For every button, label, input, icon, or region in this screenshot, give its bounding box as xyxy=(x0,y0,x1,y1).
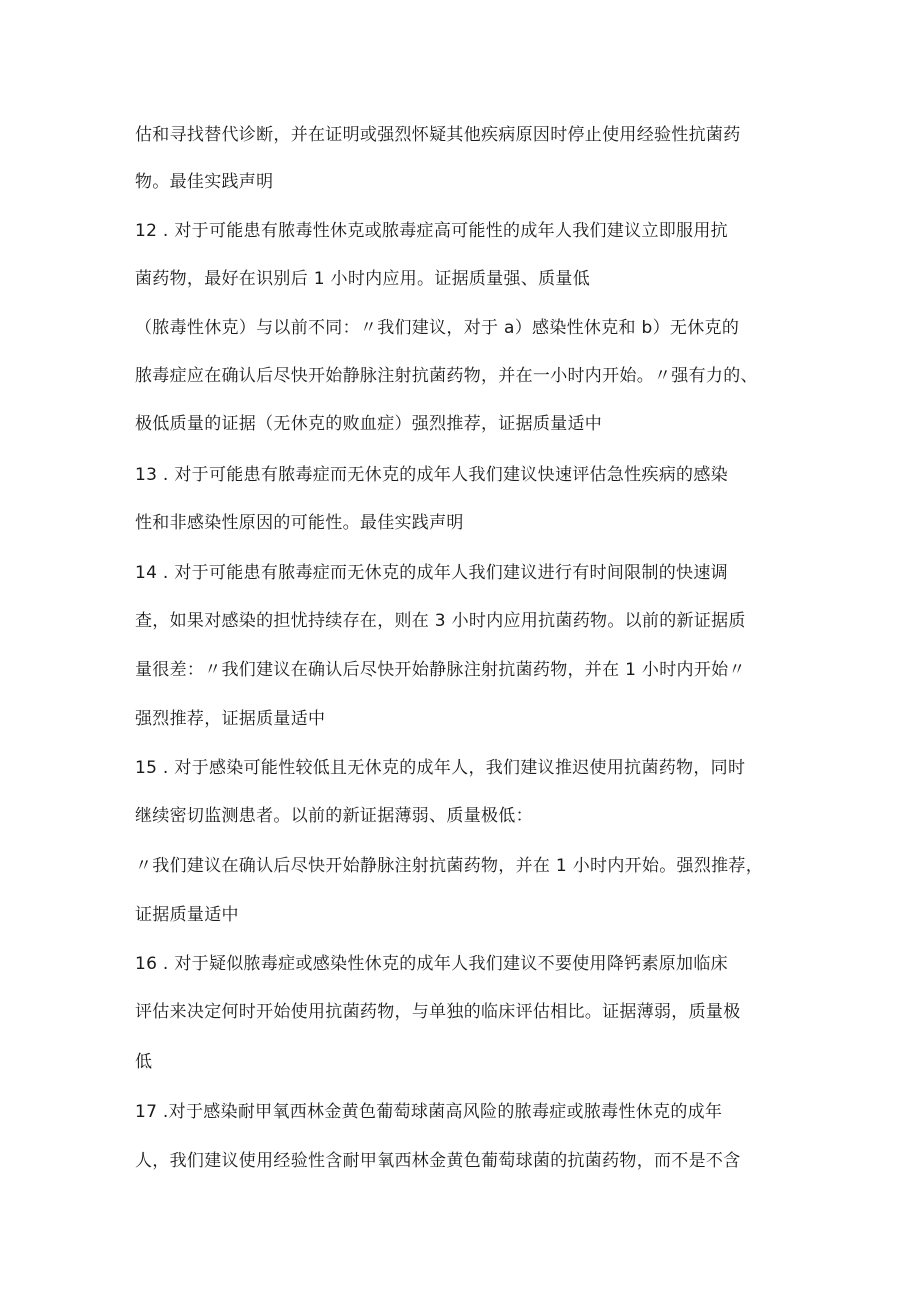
text-line: 12 . 对于可能患有脓毒性休克或脓毒症高可能性的成年人我们建议立即服用抗 xyxy=(135,221,728,241)
text-line: 15 . 对于感染可能性较低且无休克的成年人，我们建议推迟使用抗菌药物，同时 xyxy=(135,758,746,778)
text-line: （脓毒性休克）与以前不同：〃我们建议，对于 a）感染性休克和 b）无休克的 xyxy=(135,318,740,338)
text-line: 量很差：〃我们建议在确认后尽快开始静脉注射抗菌药物，并在 1 小时内开始〃 xyxy=(135,660,746,680)
text-line: 查，如果对感染的担忧持续存在，则在 3 小时内应用抗菌药物。以前的新证据质 xyxy=(135,611,746,631)
text-line: 脓毒症应在确认后尽快开始静脉注射抗菌药物，并在一小时内开始。〃强有力的、 xyxy=(135,366,758,386)
text-line: 估和寻找替代诊断，并在证明或强烈怀疑其他疾病原因时停止使用经验性抗菌药 xyxy=(135,125,741,145)
text-line: 物。最佳实践声明 xyxy=(135,172,274,192)
text-line: 强烈推荐，证据质量适中 xyxy=(135,709,326,729)
text-line: 人，我们建议使用经验性含耐甲氧西林金黄色葡萄球菌的抗菌药物，而不是不含 xyxy=(135,1151,741,1171)
text-line: 17 .对于感染耐甲氧西林金黄色葡萄球菌高风险的脓毒症或脓毒性休克的成年 xyxy=(135,1102,723,1122)
text-line: 性和非感染性原因的可能性。最佳实践声明 xyxy=(135,513,464,533)
text-line: 〃我们建议在确认后尽快开始静脉注射抗菌药物，并在 1 小时内开始。强烈推荐， xyxy=(135,856,764,876)
text-line: 评估来决定何时开始使用抗菌药物，与单独的临床评估相比。证据薄弱，质量极 xyxy=(135,1002,741,1022)
text-line: 14 . 对于可能患有脓毒症而无休克的成年人我们建议进行有时间限制的快速调 xyxy=(135,563,728,583)
text-line: 13 . 对于可能患有脓毒症而无休克的成年人我们建议快速评估急性疾病的感染 xyxy=(135,465,728,485)
text-line: 低 xyxy=(135,1052,153,1072)
text-line: 证据质量适中 xyxy=(135,905,239,925)
text-line: 16 . 对于疑似脓毒症或感染性休克的成年人我们建议不要使用降钙素原加临床 xyxy=(135,954,728,974)
text-line: 继续密切监测患者。以前的新证据薄弱、质量极低： xyxy=(135,806,533,826)
text-line: 极低质量的证据（无休克的败血症）强烈推荐，证据质量适中 xyxy=(135,414,603,434)
text-line: 菌药物，最好在识别后 1 小时内应用。证据质量强、质量低 xyxy=(135,269,591,289)
